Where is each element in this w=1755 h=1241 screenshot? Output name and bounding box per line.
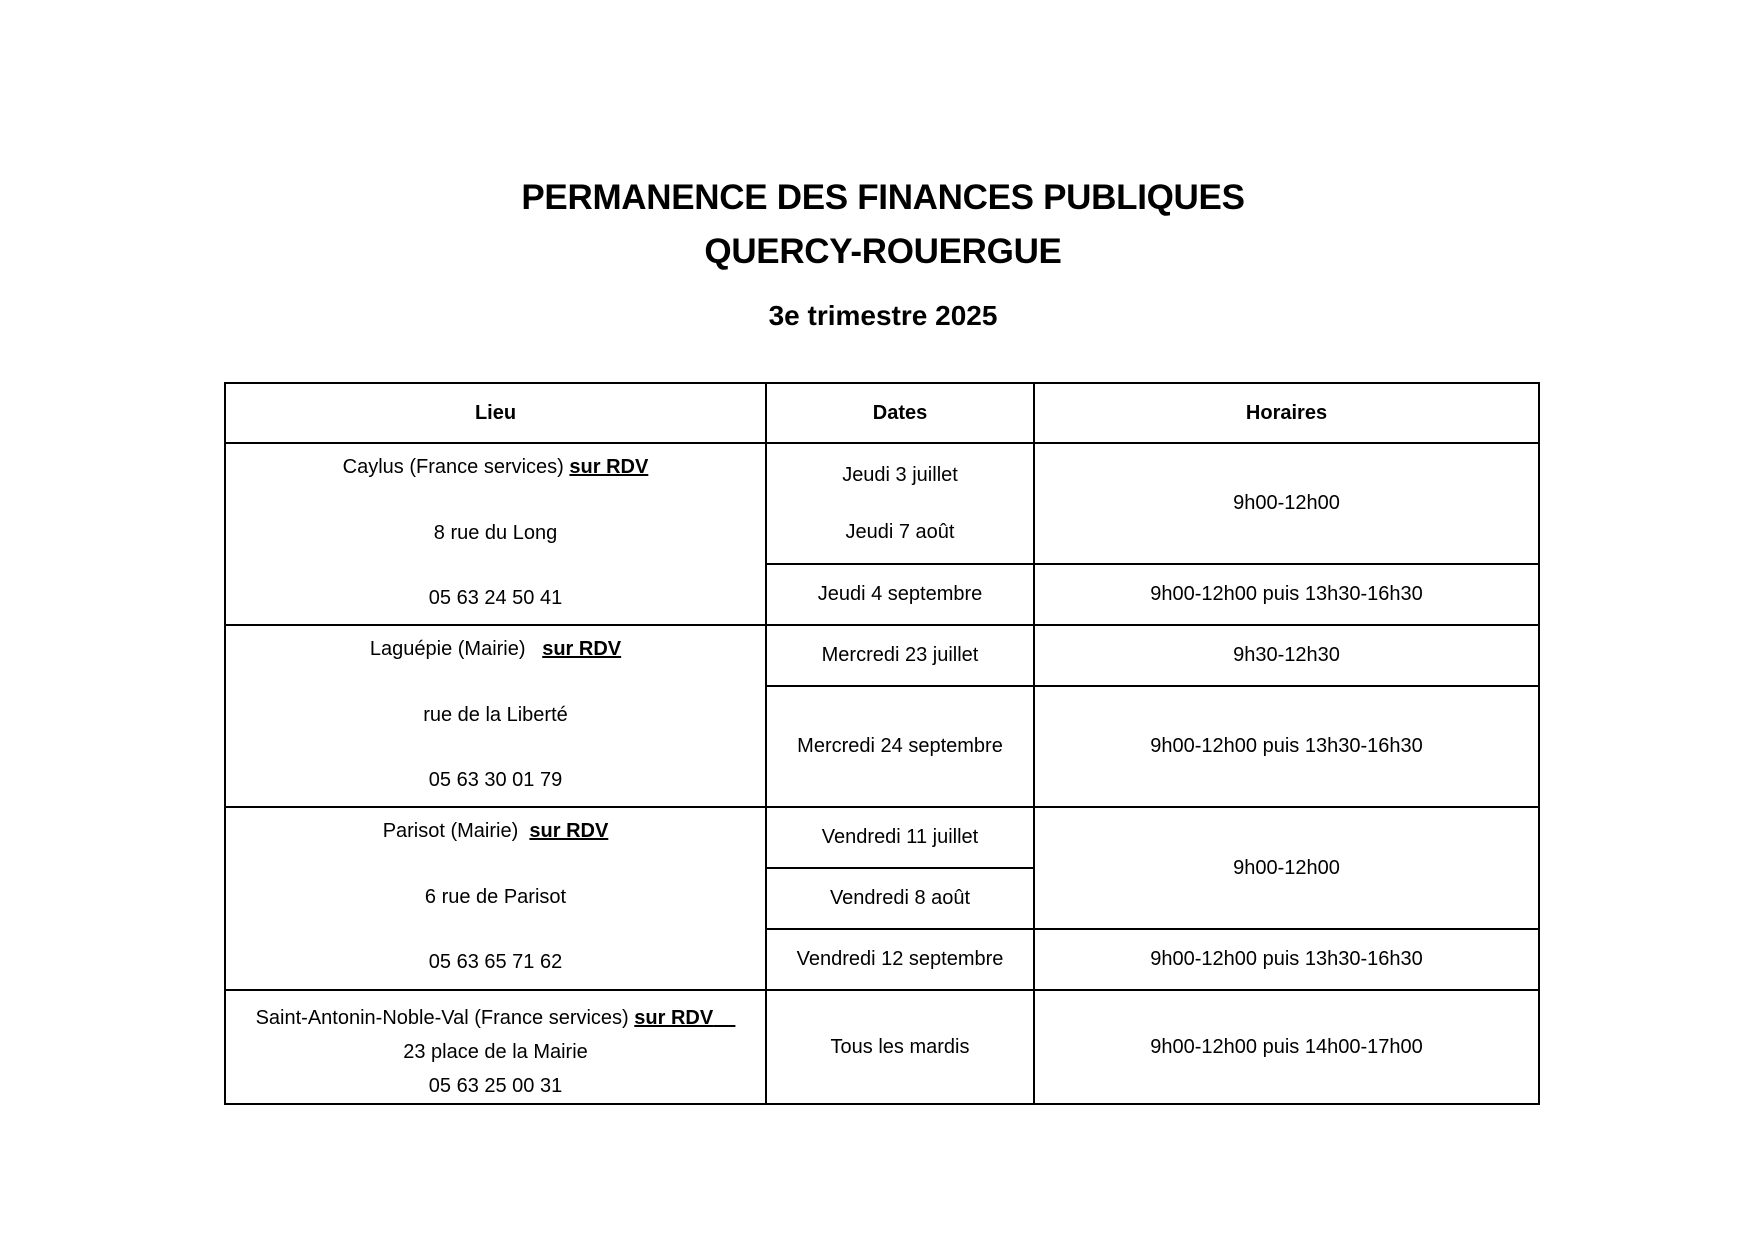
hours-value: 9h00-12h00 [1034,443,1539,564]
table-row [225,807,1539,868]
date-value: Mercredi 24 septembre [766,686,1034,807]
hours-value: 9h30-12h30 [1034,625,1539,686]
lieu-name: Laguépie (Mairie) [369,638,526,660]
lieu-phone: 05 63 30 01 79 [428,769,563,791]
schedule-table [224,382,1540,1105]
lieu-name: Parisot (Mairie) [382,820,519,842]
date-value: Jeudi 4 septembre [766,564,1034,625]
lieu-name-line [343,456,649,479]
lieu-name-line [256,1001,736,1035]
lieu-address: 8 rue du Long [433,521,558,544]
hours-value: 9h00-12h00 [1034,807,1539,929]
document-title-line2: QUERCY-ROUERGUE [704,232,1062,271]
lieu-address: 6 rue de Parisot [424,885,567,908]
lieu-laguepie [225,625,766,807]
lieu-name-line [383,820,609,843]
lieu-phone: 05 63 25 00 31 [428,1075,563,1097]
hours-value: 9h00-12h00 puis 13h30-16h30 [1034,686,1539,807]
hours-value: 9h00-12h00 puis 13h30-16h30 [1034,564,1539,625]
lieu-phone: 05 63 65 71 62 [428,951,563,973]
lieu-phone: 05 63 24 50 41 [428,587,563,609]
hours-value: 9h00-12h00 puis 13h30-16h30 [1034,929,1539,990]
date-value: Vendredi 12 septembre [766,929,1034,990]
lieu-caylus [225,443,766,625]
date-value: Vendredi 8 août [766,868,1034,929]
lieu-name-line [370,638,621,661]
table-header-row [225,383,1539,443]
rdv-badge: sur RDV [529,820,609,842]
date-value: Tous les mardis [766,990,1034,1104]
document-title-line1: PERMANENCE DES FINANCES PUBLIQUES [521,178,1245,217]
lieu-parisot [225,807,766,990]
document-subtitle: 3e trimestre 2025 [768,300,998,331]
header-dates: Dates [766,383,1034,443]
rdv-badge: sur RDV [634,1007,714,1029]
hours-value: 9h00-12h00 puis 14h00-17h00 [1034,990,1539,1104]
dates-caylus-1 [766,443,1034,564]
date-value: Vendredi 11 juillet [766,807,1034,868]
date-value: Jeudi 7 août [845,520,955,543]
lieu-address: rue de la Liberté [423,703,568,726]
lieu-saint-antonin [225,990,766,1104]
rdv-badge: sur RDV [569,456,649,478]
date-value: Jeudi 3 juillet [842,463,958,486]
header-lieu: Lieu [225,383,766,443]
lieu-name: Saint-Antonin-Noble-Val (France services) [255,1007,629,1029]
header-horaires: Horaires [1034,383,1539,443]
lieu-address: 23 place de la Mairie [403,1041,588,1063]
table-row [225,990,1539,1104]
table-row [225,625,1539,686]
lieu-name: Caylus (France services) [342,456,564,478]
rdv-badge: sur RDV [542,638,622,660]
date-value: Mercredi 23 juillet [766,625,1034,686]
